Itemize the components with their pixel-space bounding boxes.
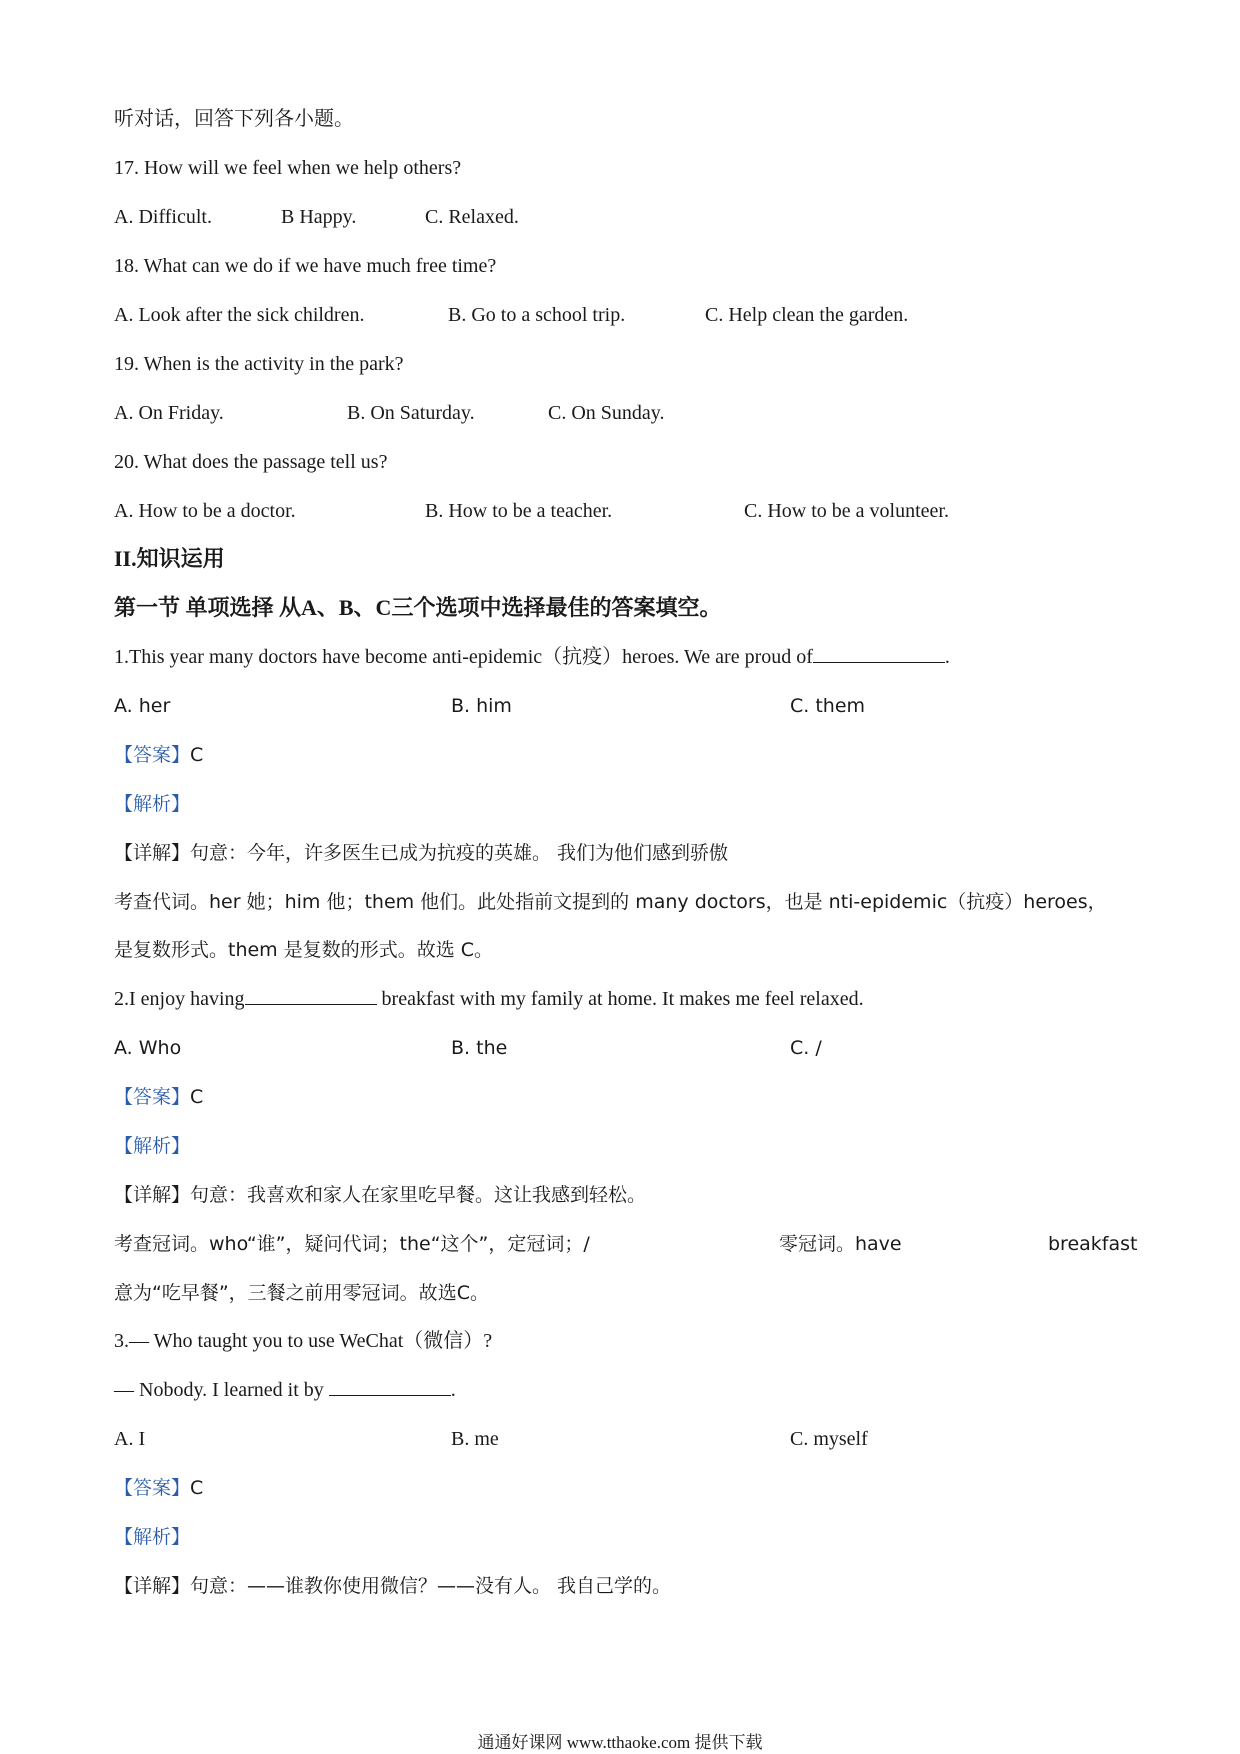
explanation-q1-line1: 考查代词。her 她；him 他；them 他们。此处指前文提到的 many doctors，也是 nti-epidemic（抗疫）heroes，	[114, 891, 1107, 913]
option-c: C. them	[790, 695, 866, 717]
analysis-tag-q3: 【解析】	[114, 1526, 191, 1548]
option-b: B. On Saturday.	[347, 402, 475, 424]
answer-blank	[245, 986, 377, 1005]
option-c: C. Help clean the garden.	[705, 304, 909, 326]
explain-part-2: 零冠词。have	[779, 1233, 902, 1255]
detail-tag: 【详解】	[114, 1575, 191, 1597]
question-19: 19. When is the activity in the park?	[114, 353, 404, 375]
option-a: A. her	[114, 695, 171, 717]
detail-text: 句意：——谁教你使用微信？——没有人。 我自己学的。	[190, 1575, 672, 1597]
grammar-question-1	[114, 644, 950, 670]
question-18: 18. What can we do if we have much free time?	[114, 255, 497, 277]
answer-tag: 【答案】	[114, 1086, 191, 1108]
answer-value: C	[190, 1477, 204, 1499]
option-c: C. Relaxed.	[425, 206, 519, 228]
intro-text: 听对话，回答下列各小题。	[114, 108, 354, 130]
option-b: B. Go to a school trip.	[448, 304, 626, 326]
answer-tag: 【答案】	[114, 1477, 191, 1499]
stem-end: breakfast with my family at home. It makes me feel relaxed.	[376, 988, 864, 1010]
answer-blank	[813, 644, 945, 663]
detail-line-q1	[114, 840, 728, 866]
stem-text: — Nobody. I learned it by	[114, 1379, 329, 1401]
option-a: A. Who	[114, 1037, 182, 1059]
detail-text: 句意：今年，许多医生已成为抗疫的英雄。 我们为他们感到骄傲	[190, 842, 729, 864]
explain-part-3: breakfast	[1048, 1233, 1138, 1255]
question-17: 17. How will we feel when we help others?	[114, 157, 462, 179]
option-a: A. Look after the sick children.	[114, 304, 365, 326]
option-c: C. myself	[790, 1428, 868, 1450]
option-a: A. On Friday.	[114, 402, 224, 424]
option-a: A. Difficult.	[114, 206, 212, 228]
detail-line-q2	[114, 1182, 646, 1208]
option-b: B. him	[451, 695, 512, 717]
detail-text: 句意：我喜欢和家人在家里吃早餐。这让我感到轻松。	[190, 1184, 647, 1206]
grammar-question-3: 3.— Who taught you to use WeChat（微信）?	[114, 1330, 493, 1352]
stem-text: 2.I enjoy having	[114, 988, 245, 1010]
option-b: B. How to be a teacher.	[425, 500, 613, 522]
section-title: II.知识运用	[114, 546, 225, 571]
explanation-q2-line2: 意为“吃早餐”，三餐之前用零冠词。故选C。	[114, 1282, 489, 1304]
detail-line-q3	[114, 1573, 671, 1599]
grammar-question-2	[114, 986, 864, 1012]
option-c: C. How to be a volunteer.	[744, 500, 949, 522]
answer-tag: 【答案】	[114, 744, 191, 766]
detail-tag: 【详解】	[114, 842, 191, 864]
option-b: B. the	[451, 1037, 508, 1059]
answer-line-q3	[114, 1475, 203, 1501]
page-footer: 通通好课网 www.tthaoke.com 提供下载	[477, 1733, 763, 1752]
analysis-tag-q1: 【解析】	[114, 793, 191, 815]
option-a: A. How to be a doctor.	[114, 500, 296, 522]
option-c: C. On Sunday.	[548, 402, 665, 424]
detail-tag: 【详解】	[114, 1184, 191, 1206]
question-20: 20. What does the passage tell us?	[114, 451, 388, 473]
grammar-question-3-reply	[114, 1377, 456, 1403]
answer-line-q1	[114, 742, 203, 768]
analysis-tag-q2: 【解析】	[114, 1135, 191, 1157]
answer-line-q2	[114, 1084, 203, 1110]
explanation-q1-line2: 是复数形式。them 是复数的形式。故选 C。	[114, 939, 494, 961]
option-b: B. me	[451, 1428, 499, 1450]
stem-end: .	[450, 1379, 456, 1401]
stem-end: .	[944, 646, 950, 668]
explain-part-1: 考查冠词。who“谁”，疑问代词；the“这个”，定冠词；/	[114, 1233, 590, 1255]
answer-value: C	[190, 744, 204, 766]
answer-value: C	[190, 1086, 204, 1108]
option-b: B Happy.	[281, 206, 357, 228]
subsection-title: 第一节 单项选择 从A、B、C三个选项中选择最佳的答案填空。	[114, 595, 722, 620]
stem-text: 1.This year many doctors have become anti-epidemic（抗疫）heroes. We are proud of	[114, 646, 813, 668]
option-a: A. I	[114, 1428, 146, 1450]
answer-blank	[329, 1377, 451, 1396]
option-c: C. /	[790, 1037, 822, 1059]
